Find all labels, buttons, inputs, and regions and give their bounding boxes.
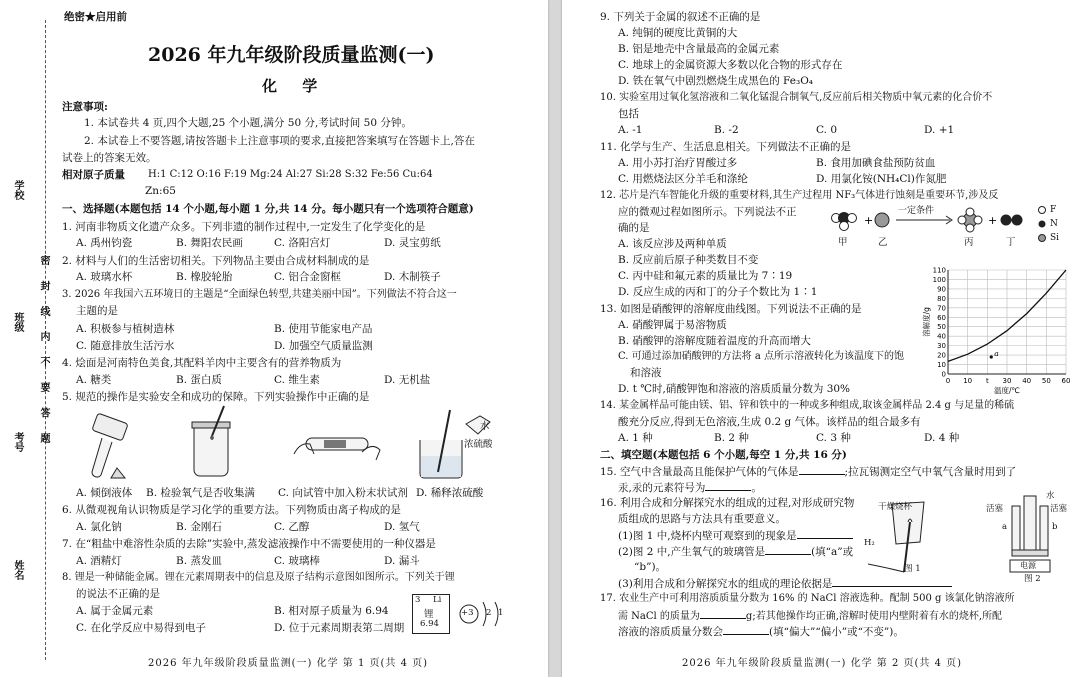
li-mass: 6.94 [420,619,439,629]
q5-figure-c-powder [288,418,388,482]
q4-option-a: A. 糖类 [76,374,112,386]
chart-y-tick-label: 50 [937,323,946,332]
section-2-title: 二、填空题(本题包括 6 个小题,每空 1 分,共 16 分) [600,449,847,461]
q13-stem: 13. 如图是硝酸钾的溶解度曲线图。下列说法不正确的是 [600,303,862,315]
q15-blank-2[interactable] [705,480,751,491]
exam-page-2 [562,0,1080,677]
q16-fig2-power-label: 电源 [1020,561,1036,570]
q16-blank-1[interactable] [797,528,853,539]
q16-fig2-tube-b: b [1052,522,1058,532]
q8-option-a: A. 属于金属元素 [76,605,154,617]
svg-text:+: + [988,214,998,227]
chart-x-tick-label: 10 [963,377,973,385]
q17-blank-1[interactable] [700,608,746,619]
q2-stem: 2. 材料与人们的生活密切相关。下列物品主要由合成材料制成的是 [62,255,370,267]
chart-x-tick-label: 30 [1002,377,1012,385]
q5-figure-d-dilution [412,404,512,484]
q17-line2 [618,608,1002,624]
q11-option-c: C. 用燃烧法区分羊毛和涤纶 [618,173,748,185]
note-2: 2. 本试卷上不要答题,请按答题卡上注意事项的要求,直接把答案填写在答题卡上,答在 [84,135,475,147]
q5-option-c: C. 向试管中加入粉末状试剂 [278,487,408,499]
q9-stem: 9. 下列关于金属的叙述不正确的是 [600,11,761,23]
q15-line2 [618,480,762,495]
q9-option-a: A. 纯铜的硬度比黄铜的大 [618,27,738,39]
q10-option-b: B. -2 [714,124,739,136]
chart-y-tick-label: 40 [937,332,946,341]
q4-option-b: B. 蛋白质 [176,374,222,386]
q1-stem: 1. 河南非物质文化遗产众多。下列非遗的制作过程中,一定发生了化学变化的是 [62,221,426,233]
li-shell-2: 1 [498,608,504,618]
q1-option-c: C. 洛阳宫灯 [274,237,331,249]
q11-stem: 11. 化学与生产、生活息息相关。下列做法不正确的是 [600,141,852,153]
q9-option-d: D. 铁在氧气中剧烈燃烧生成黑色的 Fe₃O₄ [618,75,814,87]
q16-fig2-caption: 图 2 [1024,574,1041,584]
q2-option-b: B. 橡胶轮胎 [176,271,233,283]
q16-part2-end: “b”)。 [634,561,667,573]
q13-option-c-line1: C. 可通过添加硝酸钾的方法将 a 点所示溶液转化为该温度下的饱 [618,351,904,362]
q10-stem-line1: 10. 实验室用过氧化氢溶液和二氧化锰混合制氧气,反应前后相关物质中氧元素的化合价不 [600,92,993,103]
q15-text-4: 。 [751,482,762,494]
q8-option-c: C. 在化学反应中易得到电子 [76,622,206,634]
chart-y-tick-label: 20 [937,351,946,360]
q5-option-b: B. 检验氧气是否收集满 [146,487,255,499]
q7-stem: 7. 在“粗盐中难溶性杂质的去除”实验中,蒸发滤液操作中不需要使用的一种仪器是 [62,538,436,550]
q14-stem-line1: 14. 某金属样品可能由镁、铝、锌和铁中的一种或多种组成,取该金属样品 2.4 g 与足量的稀硫 [600,400,1015,411]
q12-label-jia: 甲 [838,237,848,248]
li-element-cell [412,594,450,634]
q5-option-a: A. 倾倒液体 [76,487,133,499]
q14-option-a: A. 1 种 [618,432,653,444]
q11-option-b: B. 食用加碘食盐预防贫血 [816,157,936,169]
q17-text-3: 溶液的溶质质量分数会 [618,626,723,638]
chart-x-tick-label: 50 [1041,377,1051,385]
solubility-chart [922,262,1078,398]
section-1-title: 一、选择题(本题包括 14 个小题,每小题 1 分,共 14 分。每小题只有一个选项符合题意) [62,203,474,215]
q16-stem-line1: 16. 利用合成和分解探究水的组成的过程,对形成研究物 [600,497,855,509]
q9-option-b: B. 铝是地壳中含量最高的金属元素 [618,43,780,55]
q12-legend-f: F [1050,205,1057,215]
q14-stem-line2: 酸充分反应,得到无色溶液,生成 0.2 g 气体。该样品的组合最多有 [618,416,921,428]
q1-option-a: A. 禹州钧瓷 [76,237,133,249]
q8-stem-line2: 的说法不正确的是 [76,588,160,600]
margin-seal-text: 密 封 线 内 不 要 答 题 [38,255,49,450]
svg-text:+: + [864,214,874,227]
q5-figure-a-pouring [72,408,152,482]
chart-y-axis-label: 溶解度/g [922,307,931,337]
q12-stem-line3: 确的是 [618,222,650,234]
q15-text-1: 15. 空气中含量最高且能保护气体的气体是 [600,466,799,478]
q10-option-d: D. +1 [924,124,955,136]
q16-stem-line2: 质组成的思路与方法具有重要意义。 [618,513,786,525]
q3-option-c: C. 随意排放生活污水 [76,340,175,352]
q16-part3 [618,576,952,591]
q14-option-d: D. 4 种 [924,432,960,444]
margin-school-label: 学校 [12,180,23,200]
q12-label-bing: 丙 [964,237,974,248]
q17-text-2: g;若其他操作均正确,溶解时使用内壁附着有水的烧杯,所配 [745,611,1003,622]
li-symbol: Li [433,595,442,605]
q3-stem-line1: 3. 2026 年我国六五环境日的主题是“全面绿色转型,共建美丽中国”。下列做法不符合这一 [62,289,457,300]
atomic-masses-line2: Zn:65 [145,185,176,197]
chart-x-tick-label: 60 [1061,377,1071,385]
notes-title: 注意事项: [62,101,108,113]
q15-blank-1[interactable] [799,464,845,475]
atomic-masses-line1: H:1 C:12 O:16 F:19 Mg:24 Al:27 Si:28 S:32 Fe:56 Cu:64 [148,169,433,180]
q3-option-b: B. 使用节能家电产品 [274,323,373,335]
q6-option-c: C. 乙醇 [274,521,310,533]
q8-option-b: B. 相对原子质量为 6.94 [274,605,389,617]
q6-option-a: A. 氯化钠 [76,521,122,533]
q13-option-a: A. 硝酸钾属于易溶物质 [618,319,727,331]
q17-text-1: 需 NaCl 的质量为 [618,611,700,622]
q5-acid-label: 浓硫酸 [464,439,493,450]
chart-y-tick-label: 110 [932,266,946,275]
q5-stem: 5. 规范的操作是实验安全和成功的保障。下列实验操作中正确的是 [62,391,370,403]
q7-option-b: B. 蒸发皿 [176,555,222,567]
q7-option-d: D. 漏斗 [384,555,420,567]
q6-option-d: D. 氢气 [384,521,420,533]
q17-blank-2[interactable] [723,624,769,635]
li-name: 锂 [424,609,434,620]
chart-y-tick-label: 10 [937,361,946,370]
chart-y-tick-label: 90 [937,285,946,294]
confidential-mark: 绝密★启用前 [64,11,127,23]
q15-line1 [600,464,1016,479]
atomic-mass-label: 相对原子质量 [62,169,125,181]
q13-option-c-line2: 和溶液 [630,367,662,379]
margin-name-label: 姓名 [12,560,23,580]
q17-text-4: (填“偏大”“偏小”或“不变”)。 [769,626,904,638]
q16-fig2-plug-right: 活塞 [1050,504,1068,514]
q11-option-a: A. 用小苏打治疗胃酸过多 [618,157,738,169]
li-atomic-number: 3 [415,595,421,605]
q15-text-2: ;拉瓦锡测定空气中氧气含量时用到了 [844,466,1017,478]
q16-fig2-water-label: 水 [1046,491,1055,501]
q16-part2 [618,544,853,559]
subject-title: 化 学 [262,77,328,95]
margin-exam-no-label: 考号 [12,432,23,452]
chart-y-tick-label: 30 [937,342,946,351]
q4-option-d: D. 无机盐 [384,374,431,386]
q4-stem: 4. 烩面是河南特色美食,其配料羊肉中主要含有的营养物质为 [62,357,342,369]
q12-legend-n: N [1050,219,1058,229]
margin-class-label: 班级 [12,312,23,332]
q12-label-ding: 丁 [1006,237,1016,248]
q15-text-3: 汞,汞的元素符号为 [618,482,706,494]
li-shell-1: 2 [486,608,492,618]
q12-option-b: B. 反应前后原子种类数目不变 [618,254,759,266]
q16-fig2-plug-left: 活塞 [986,504,1004,514]
chart-y-tick-label: 100 [932,275,946,284]
chart-x-axis-label: 温度/℃ [994,386,1020,395]
q16-part3-text: (3)利用合成和分解探究水的组成的理论依据是 [618,578,833,590]
q13-option-b: B. 硝酸钾的溶解度随着温度的升高而增大 [618,335,811,347]
chart-y-tick-label: 70 [937,304,946,313]
q10-option-a: A. -1 [618,124,643,136]
q16-fig1-caption: 图 1 [904,564,921,574]
q2-option-a: A. 玻璃水杯 [76,271,133,283]
q16-part1-text: (1)图 1 中,烧杯内壁可观察到的现象是 [618,530,797,542]
q12-reaction-diagram [818,204,1078,252]
q5-figure-b-oxygen-test [172,404,252,484]
q7-option-a: A. 酒精灯 [76,555,122,567]
q16-part1 [618,528,853,543]
q12-legend-si: Si [1050,233,1060,243]
q16-fig1-beaker-label: 干燥烧杯 [878,502,913,512]
q16-fig2-tube-a: a [1002,522,1008,532]
q7-option-c: C. 玻璃棒 [274,555,320,567]
q2-option-d: D. 木制筷子 [384,271,441,283]
q12-label-yi: 乙 [878,237,888,248]
q6-option-b: B. 金刚石 [176,521,222,533]
q2-option-c: C. 铝合金窗框 [274,271,341,283]
q12-stem-line1: 12. 芯片是汽车智能化升级的重要材料,其生产过程用 NF₃气体进行蚀刻是重要环节,涉及反 [600,190,999,201]
q12-condition-label: 一定条件 [898,206,935,216]
q17-line3 [618,624,904,639]
q16-part2-hint: (填“a”或 [811,546,854,558]
q3-stem-line2: 主题的是 [76,305,118,317]
q17-line1: 17. 农业生产中可利用溶质质量分数为 16% 的 NaCl 溶液选种。配制 500 g 该氯化钠溶液所 [600,593,1015,604]
q16-part2-text: (2)图 2 中,产生氧气的玻璃管是 [618,546,766,558]
q9-option-c: C. 地球上的金属资源大多数以化合物的形式存在 [618,59,843,71]
q5-water-label: 水 [480,421,490,432]
q12-option-a: A. 该反应涉及两种单质 [618,238,727,250]
q14-option-c: C. 3 种 [816,432,851,444]
note-1: 1. 本试卷共 4 页,四个大题,25 个小题,满分 50 分,考试时间 50 分钟。 [84,117,412,129]
q12-stem-line2: 应的微观过程如图所示。下列说法不正 [618,206,797,218]
q11-option-d: D. 用氯化铵(NH₄Cl)作氮肥 [816,173,947,185]
q1-option-b: B. 舞阳农民画 [176,237,243,249]
li-nucleus-charge: +3 [461,608,474,618]
note-3: 试卷上的答案无效。 [62,152,157,164]
page-1-footer: 2026 年九年级阶段质量监测(一) 化学 第 1 页(共 4 页) [148,658,429,669]
q16-fig1-h2-label: H₂ [864,538,875,548]
chart-x-tick-label: 0 [945,377,951,385]
q6-stem: 6. 从微观视角认识物质是学习化学的重要方法。下列物质由离子构成的是 [62,504,401,516]
q10-option-c: C. 0 [816,124,838,136]
q5-option-d: D. 稀释浓硫酸 [416,487,484,499]
chart-y-tick-label: 60 [937,313,946,322]
q12-option-d: D. 反应生成的丙和丁的分子个数比为 1∶1 [618,286,818,298]
q16-blank-3[interactable] [832,576,952,587]
q8-stem-line1: 8. 锂是一种储能金属。锂在元素周期表中的信息及原子结构示意图如图所示。下列关于锂 [62,572,455,583]
chart-y-tick-label: 80 [937,294,946,303]
chart-point-a [990,355,993,358]
q14-option-b: B. 2 种 [714,432,749,444]
page-2-footer: 2026 年九年级阶段质量监测(一) 化学 第 2 页(共 4 页) [682,658,963,669]
chart-y-tick-label: 0 [941,370,946,379]
chart-annotation-a: a [994,348,999,358]
q4-option-c: C. 维生素 [274,374,320,386]
q10-stem-line2: 包括 [618,108,639,120]
exam-title: 2026 年九年级阶段质量监测(一) [148,44,435,66]
q3-option-a: A. 积极参与植树造林 [76,323,175,335]
q8-option-d: D. 位于元素周期表第二周期 [274,622,405,634]
q3-option-d: D. 加强空气质量监测 [274,340,373,352]
q12-option-c: C. 丙中硅和氟元素的质量比为 7∶19 [618,270,793,282]
q16-blank-2[interactable] [765,544,811,555]
q1-option-d: D. 灵宝剪纸 [384,237,441,249]
chart-x-tick-label: 40 [1022,377,1032,385]
q13-option-d: D. t ℃时,硝酸钾饱和溶液的溶质质量分数为 30% [618,383,851,395]
chart-x-tick-label: t [985,377,989,385]
